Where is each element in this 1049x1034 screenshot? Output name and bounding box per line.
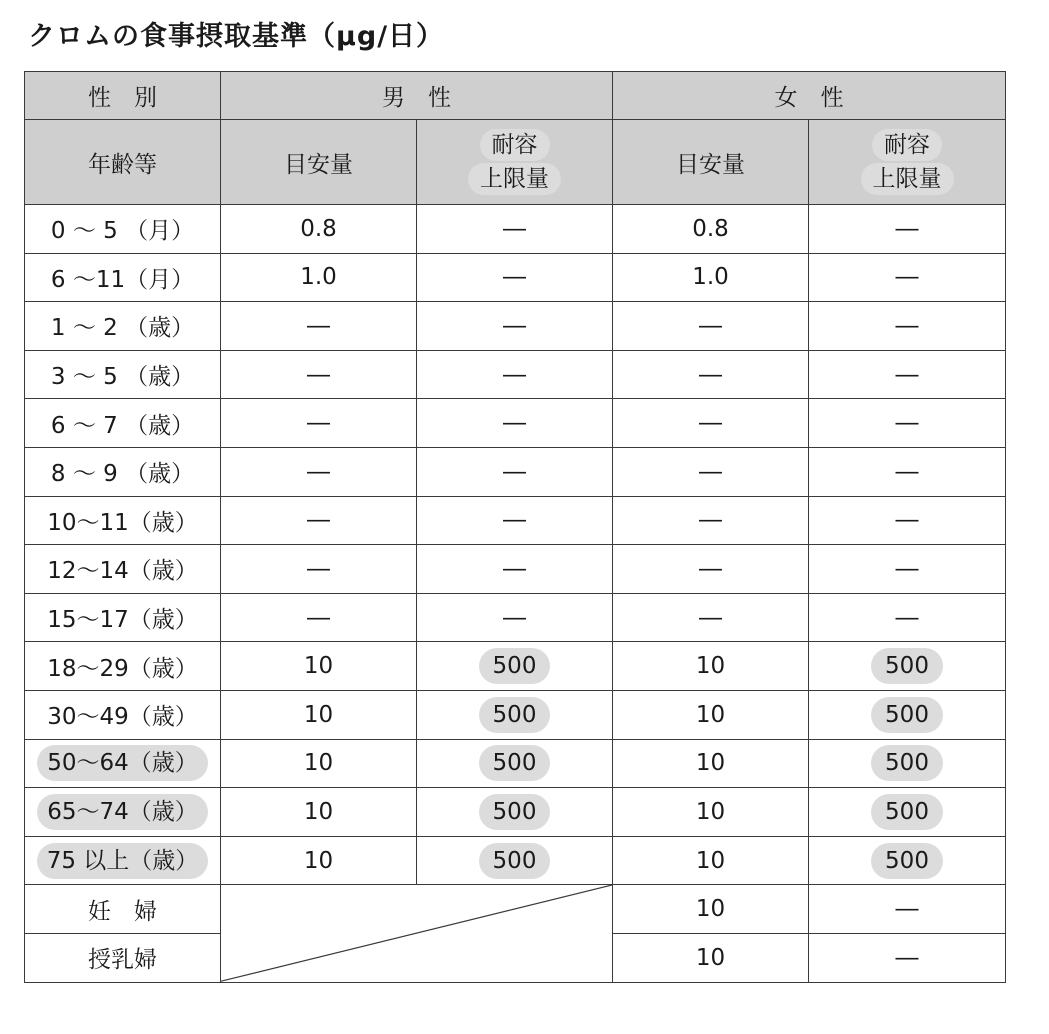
female-upper-limit-value: ―	[809, 205, 1006, 254]
male-adequate-value: 0.8	[221, 205, 417, 254]
age-cell: 6 ～ 7 （歳）	[25, 399, 221, 448]
age-cell: 12～14（歳）	[25, 545, 221, 594]
female-upper-limit-value	[809, 690, 1006, 739]
male-upper-limit-value	[417, 788, 613, 837]
age-cell: 10～11（歳）	[25, 496, 221, 545]
female-adequate-value: ―	[613, 593, 809, 642]
female-adequate-value: 10	[613, 642, 809, 691]
lactating-label: 授乳婦	[25, 933, 221, 982]
table-row	[25, 593, 1006, 642]
age-cell: 8 ～ 9 （歳）	[25, 447, 221, 496]
male-upper-limit-value: ―	[417, 302, 613, 351]
female-adequate-value: 10	[613, 885, 809, 934]
male-adequate-value: ―	[221, 545, 417, 594]
table-row	[25, 399, 1006, 448]
highlighted-age: 50～64（歳）	[37, 745, 208, 781]
age-header: 年齢等	[25, 120, 221, 205]
table-row	[25, 690, 1006, 739]
female-adequate-value: 0.8	[613, 205, 809, 254]
highlighted-value: 500	[871, 843, 943, 879]
highlighted-value: 500	[871, 745, 943, 781]
highlighted-value: 500	[871, 697, 943, 733]
male-upper-limit-value: ―	[417, 593, 613, 642]
upper-label-line2: 上限量	[861, 163, 954, 195]
male-adequate-value: 10	[221, 836, 417, 885]
female-upper-limit-value: ―	[809, 545, 1006, 594]
male-adequate-value: 10	[221, 788, 417, 837]
female-adequate-header: 目安量	[613, 120, 809, 205]
male-upper-limit-value: ―	[417, 496, 613, 545]
male-upper-limit-value	[417, 739, 613, 788]
table-row	[25, 205, 1006, 254]
female-upper-limit-value: ―	[809, 350, 1006, 399]
female-adequate-value: 1.0	[613, 253, 809, 302]
upper-label-line1: 耐容	[872, 129, 942, 161]
highlighted-age: 65～74（歳）	[37, 794, 208, 830]
chromium-intake-table	[24, 71, 1006, 983]
female-upper-limit-value	[809, 739, 1006, 788]
male-upper-limit-value: ―	[417, 205, 613, 254]
table-row	[25, 642, 1006, 691]
female-adequate-value: ―	[613, 447, 809, 496]
male-upper-limit-value: ―	[417, 253, 613, 302]
highlighted-value: 500	[871, 794, 943, 830]
female-adequate-value: 10	[613, 933, 809, 982]
female-upper-limit-value: ―	[809, 302, 1006, 351]
table-row	[25, 302, 1006, 351]
male-upper-limit-value: ―	[417, 447, 613, 496]
age-cell: 15～17（歳）	[25, 593, 221, 642]
female-upper-limit-value: ―	[809, 933, 1006, 982]
upper-label-line1: 耐容	[480, 129, 550, 161]
male-adequate-value: 10	[221, 739, 417, 788]
male-adequate-value: 1.0	[221, 253, 417, 302]
table-row	[25, 253, 1006, 302]
male-adequate-value: ―	[221, 350, 417, 399]
age-cell: 18～29（歳）	[25, 642, 221, 691]
female-adequate-value: 10	[613, 836, 809, 885]
female-upper-limit-value: ―	[809, 447, 1006, 496]
page-title: クロムの食事摂取基準（µg/日）	[28, 21, 445, 52]
male-upper-limit-value	[417, 642, 613, 691]
highlighted-value: 500	[479, 648, 551, 684]
male-adequate-value: 10	[221, 690, 417, 739]
male-adequate-value: ―	[221, 496, 417, 545]
female-upper-limit-value	[809, 788, 1006, 837]
female-header: 女 性	[613, 72, 1006, 120]
female-adequate-value: ―	[613, 302, 809, 351]
female-upper-limit-value: ―	[809, 496, 1006, 545]
female-adequate-value: ―	[613, 399, 809, 448]
male-adequate-value: ―	[221, 399, 417, 448]
pregnant-label: 妊 婦	[25, 885, 221, 934]
highlighted-value: 500	[479, 697, 551, 733]
male-upper-limit-value: ―	[417, 350, 613, 399]
male-header: 男 性	[221, 72, 613, 120]
female-upper-limit-value	[809, 642, 1006, 691]
highlighted-value: 500	[479, 794, 551, 830]
header-row-sex	[25, 72, 1006, 120]
male-upper-limit-value	[417, 690, 613, 739]
table-row	[25, 496, 1006, 545]
highlighted-value: 500	[871, 648, 943, 684]
age-cell	[25, 836, 221, 885]
male-adequate-value: ―	[221, 593, 417, 642]
header-row-metrics	[25, 120, 1006, 205]
table-row	[25, 836, 1006, 885]
table-row	[25, 739, 1006, 788]
upper-label-line2: 上限量	[468, 163, 561, 195]
highlighted-age: 75 以上（歳）	[37, 843, 209, 879]
female-upper-limit-value: ―	[809, 885, 1006, 934]
male-upper-limit-value	[417, 836, 613, 885]
male-upper-limit-header	[417, 120, 613, 205]
female-upper-limit-value: ―	[809, 253, 1006, 302]
female-adequate-value: 10	[613, 739, 809, 788]
diagonal-line	[221, 885, 612, 981]
female-adequate-value: 10	[613, 788, 809, 837]
male-adequate-value: ―	[221, 302, 417, 351]
female-upper-limit-value	[809, 836, 1006, 885]
age-cell: 3 ～ 5 （歳）	[25, 350, 221, 399]
table-row	[25, 350, 1006, 399]
table-row-pregnant	[25, 885, 1006, 934]
age-cell: 30～49（歳）	[25, 690, 221, 739]
female-upper-limit-value: ―	[809, 399, 1006, 448]
male-adequate-value: 10	[221, 642, 417, 691]
highlighted-value: 500	[479, 843, 551, 879]
highlighted-value: 500	[479, 745, 551, 781]
female-upper-limit-header	[809, 120, 1006, 205]
age-cell	[25, 739, 221, 788]
sex-header: 性 別	[25, 72, 221, 120]
not-applicable-cell	[221, 885, 613, 982]
female-adequate-value: ―	[613, 545, 809, 594]
table-row	[25, 447, 1006, 496]
female-adequate-value: 10	[613, 690, 809, 739]
table-row	[25, 788, 1006, 837]
male-upper-limit-value: ―	[417, 399, 613, 448]
male-adequate-header: 目安量	[221, 120, 417, 205]
male-adequate-value: ―	[221, 447, 417, 496]
table-row	[25, 545, 1006, 594]
female-adequate-value: ―	[613, 350, 809, 399]
female-adequate-value: ―	[613, 496, 809, 545]
age-cell: 1 ～ 2 （歳）	[25, 302, 221, 351]
male-upper-limit-value: ―	[417, 545, 613, 594]
age-cell: 0 ～ 5 （月）	[25, 205, 221, 254]
age-cell	[25, 788, 221, 837]
female-upper-limit-value: ―	[809, 593, 1006, 642]
age-cell: 6 ～11（月）	[25, 253, 221, 302]
